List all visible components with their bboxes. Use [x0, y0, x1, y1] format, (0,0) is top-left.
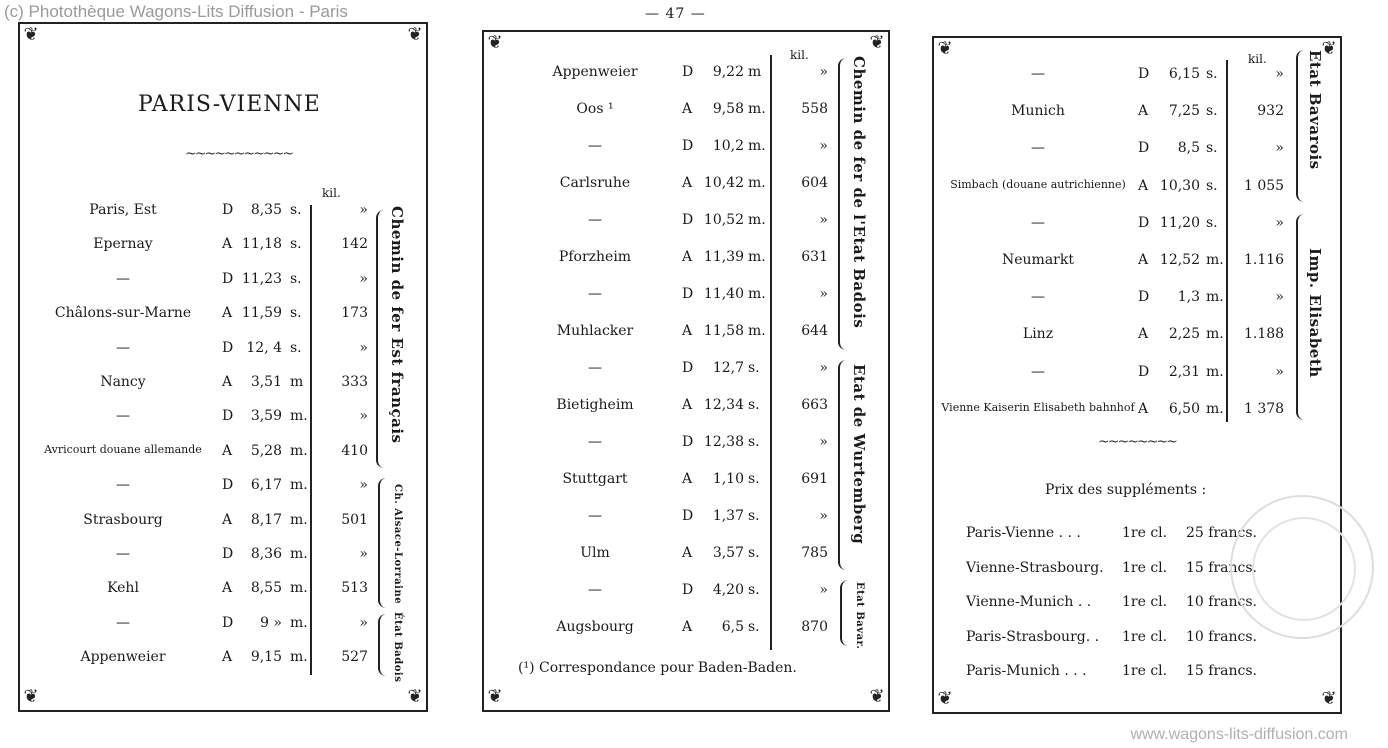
time-value: 6,15	[1168, 66, 1200, 82]
kilometre-value: »	[819, 434, 828, 450]
kilometre-value: 1 378	[1244, 400, 1285, 417]
arrival-departure-flag: D	[682, 360, 694, 376]
station-name: Augsbourg	[556, 619, 634, 635]
time-value: 9 »	[260, 614, 282, 631]
kilometre-value: »	[819, 360, 828, 376]
station-name: —	[588, 212, 602, 228]
time-value: 10,2	[712, 138, 744, 154]
time-value: 1,37	[712, 508, 744, 524]
time-value: 11,23	[241, 270, 282, 287]
time-value: 1,3	[1177, 289, 1200, 306]
kilometre-value: 513	[341, 580, 368, 597]
time-suffix: m.	[1206, 363, 1224, 380]
kilometre-value: 932	[1257, 103, 1284, 120]
kilometre-value: »	[819, 582, 828, 598]
time-value: 11,20	[1159, 214, 1200, 231]
km-header: kil.	[1248, 52, 1267, 66]
time-suffix: s.	[748, 360, 760, 376]
railway-brace	[838, 58, 850, 350]
time-suffix: m	[748, 64, 762, 80]
railway-label-badois: État Badois	[392, 612, 403, 683]
time-value: 11,58	[703, 323, 744, 339]
kilometre-value: »	[819, 286, 828, 302]
station-name: Stuttgart	[562, 471, 628, 487]
time-value: 11,39	[703, 249, 744, 265]
railway-label-bavarois: Etat Bavarois	[1306, 50, 1324, 170]
time-suffix: m.	[290, 408, 308, 425]
page-number-47: — 47 —	[645, 6, 706, 22]
time-value: 12,7	[712, 360, 744, 376]
time-suffix: s.	[748, 545, 760, 561]
arrival-departure-flag: A	[682, 249, 693, 265]
railway-brace	[838, 360, 850, 570]
corner-ornament-icon: ❦	[1321, 688, 1337, 709]
kilometre-value: »	[359, 270, 368, 287]
arrival-departure-flag: A	[222, 649, 233, 666]
arrival-departure-flag: A	[1138, 326, 1149, 343]
supplement-class: 1re cl.	[1122, 663, 1168, 679]
kilometre-value: 1.188	[1244, 326, 1285, 343]
time-suffix: s.	[1206, 140, 1218, 157]
time-value: 12, 4	[246, 339, 282, 356]
page-title: PARIS-VIENNE	[138, 92, 321, 117]
time-value: 9,15	[250, 649, 282, 666]
corner-ornament-icon: ❦	[23, 24, 39, 45]
time-value: 2,31	[1168, 363, 1200, 380]
arrival-departure-flag: D	[222, 546, 234, 562]
time-suffix: m.	[1206, 289, 1224, 306]
arrival-departure-flag: D	[1138, 363, 1150, 380]
corner-ornament-icon: ❦	[487, 32, 503, 53]
corner-ornament-icon: ❦	[407, 24, 423, 45]
arrival-departure-flag: A	[222, 442, 233, 459]
station-name: Epernay	[93, 236, 153, 253]
corner-ornament-icon: ❦	[1321, 38, 1337, 59]
arrival-departure-flag: D	[682, 212, 694, 228]
station-name: —	[588, 434, 602, 450]
wagons-lits-seal-inner	[1252, 517, 1356, 621]
station-name: Ulm	[580, 545, 610, 561]
time-value: 1,10	[712, 471, 744, 487]
time-suffix: m.	[290, 546, 308, 562]
kilometre-value: »	[1275, 289, 1284, 306]
time-value: 3,51	[250, 374, 282, 390]
corner-ornament-icon: ❦	[937, 688, 953, 709]
station-name: —	[1031, 363, 1045, 380]
time-suffix: s.	[290, 305, 302, 322]
station-name: Linz	[1022, 326, 1054, 343]
corner-ornament-icon: ❦	[407, 686, 423, 707]
supplement-price: 10 francs.	[1186, 628, 1257, 645]
kilometre-value: »	[359, 546, 368, 562]
station-name: Muhlacker	[556, 323, 634, 339]
kilometre-value: 333	[341, 374, 368, 390]
time-suffix: s.	[290, 202, 302, 218]
arrival-departure-flag: A	[1138, 252, 1149, 268]
station-name: —	[116, 270, 130, 287]
time-value: 12,34	[703, 397, 744, 413]
railway-label-elisabeth: Imp. Elisabeth	[1306, 248, 1324, 378]
time-value: 8,35	[250, 202, 282, 218]
arrival-departure-flag: A	[222, 374, 233, 390]
station-name: —	[588, 360, 602, 376]
time-value: 10,42	[703, 175, 744, 191]
station-name: —	[1031, 140, 1045, 157]
time-value: 11,59	[241, 305, 282, 322]
copyright-watermark: (c) Photothèque Wagons-Lits Diffusion - Paris	[4, 2, 348, 21]
footnote: (¹) Correspondance pour Baden-Baden.	[518, 660, 797, 676]
corner-ornament-icon: ❦	[869, 32, 885, 53]
time-value: 6,17	[250, 477, 282, 494]
supplement-route: Paris-Strasbourg. .	[966, 628, 1100, 645]
station-name: Pforzheim	[558, 249, 632, 265]
time-suffix: s.	[1206, 214, 1218, 231]
supplement-price: 15 francs.	[1186, 559, 1257, 576]
time-suffix: s.	[748, 397, 760, 413]
station-name: —	[116, 546, 130, 562]
supplement-price: 25 francs.	[1186, 525, 1257, 541]
station-name: —	[588, 138, 602, 154]
time-value: 8,55	[250, 580, 282, 597]
kilometre-value: »	[819, 508, 828, 524]
time-value: 7,25	[1168, 103, 1200, 120]
railway-label-est: Chemin de fer Est français	[388, 206, 406, 444]
arrival-departure-flag: D	[1138, 214, 1150, 231]
kilometre-value: 663	[801, 397, 828, 413]
kilometre-value: 501	[341, 511, 368, 528]
time-suffix: m.	[290, 477, 308, 494]
station-name: —	[116, 339, 130, 356]
arrival-departure-flag: A	[1138, 400, 1149, 417]
railway-brace	[378, 614, 390, 676]
time-value: 6,5	[721, 619, 744, 635]
arrival-departure-flag: D	[1138, 140, 1150, 157]
arrival-departure-flag: A	[222, 511, 233, 528]
corner-ornament-icon: ❦	[937, 38, 953, 59]
arrival-departure-flag: D	[1138, 66, 1150, 82]
time-value: 2,25	[1168, 326, 1200, 343]
time-suffix: m.	[748, 101, 766, 117]
kilometre-value: 785	[801, 545, 828, 561]
railway-label-alsace: Ch. Alsace-Lorraine	[392, 484, 403, 605]
page-46-panel	[18, 22, 428, 712]
station-name: Kehl	[107, 580, 139, 597]
supplement-class: 1re cl.	[1122, 628, 1168, 645]
kilometre-value: 631	[801, 249, 828, 265]
time-value: 12,38	[703, 434, 744, 450]
kilometre-value: »	[359, 408, 368, 425]
station-name: —	[588, 582, 602, 598]
kilometre-value: 1.116	[1244, 252, 1285, 268]
arrival-departure-flag: D	[682, 582, 694, 598]
kilometre-value: »	[1275, 140, 1284, 157]
railway-label-wurtemberg: Etat de Wurtemberg	[850, 364, 868, 545]
kilometre-value: 558	[801, 101, 828, 117]
supplement-class: 1re cl.	[1122, 559, 1168, 576]
railway-brace	[840, 580, 852, 646]
time-suffix: m.	[290, 614, 308, 631]
arrival-departure-flag: D	[682, 508, 694, 524]
time-suffix: m.	[748, 138, 766, 154]
kilometre-value: »	[359, 477, 368, 494]
time-suffix: m.	[1206, 400, 1224, 417]
railway-brace	[378, 478, 390, 608]
kilometre-value: 604	[801, 175, 828, 191]
time-value: 11,40	[703, 286, 744, 302]
station-name: —	[1031, 289, 1045, 306]
time-suffix: m.	[290, 442, 308, 459]
time-value: 9,58	[712, 101, 744, 117]
time-value: 10,52	[703, 212, 744, 228]
kilometre-value: »	[1275, 66, 1284, 82]
kilometre-value: »	[1275, 214, 1284, 231]
station-name: Carlsruhe	[559, 175, 631, 191]
time-value: 3,57	[712, 545, 744, 561]
arrival-departure-flag: A	[682, 471, 693, 487]
time-suffix: s.	[748, 471, 760, 487]
km-header: kil.	[790, 48, 809, 62]
corner-ornament-icon: ❦	[869, 686, 885, 707]
time-value: 11,18	[241, 236, 282, 253]
station-name: Appenweier	[552, 64, 638, 80]
section-divider: ~~~~~~~~	[1098, 434, 1176, 450]
kilometre-value: 870	[801, 619, 828, 635]
kilometre-value: »	[359, 339, 368, 356]
station-name: —	[588, 286, 602, 302]
time-suffix: s.	[290, 339, 302, 356]
time-suffix: s.	[748, 434, 760, 450]
time-value: 3,59	[250, 408, 282, 425]
station-name: Simbach (douane autrichienne)	[950, 177, 1126, 191]
supplement-class: 1re cl.	[1122, 594, 1168, 610]
time-suffix: m.	[1206, 252, 1224, 268]
station-name: Bietigheim	[556, 397, 634, 413]
time-value: 6,50	[1168, 400, 1200, 417]
station-name: —	[588, 508, 602, 524]
kilometre-value: 410	[341, 442, 368, 459]
supplement-route: Paris-Vienne . . .	[966, 525, 1081, 541]
corner-ornament-icon: ❦	[487, 686, 503, 707]
time-value: 8,17	[250, 511, 282, 528]
arrival-departure-flag: D	[1138, 289, 1150, 306]
time-suffix: s.	[1206, 103, 1218, 120]
time-suffix: s.	[1206, 177, 1218, 194]
station-name: —	[1031, 66, 1045, 82]
kilometre-value: 644	[801, 323, 828, 339]
supplement-price: 10 francs.	[1186, 594, 1257, 610]
arrival-departure-flag: D	[682, 286, 694, 302]
time-suffix: s.	[290, 236, 302, 253]
arrival-departure-flag: D	[222, 477, 234, 494]
station-name: Paris, Est	[89, 202, 157, 218]
time-suffix: m.	[290, 511, 308, 528]
arrival-departure-flag: A	[222, 305, 233, 322]
arrival-departure-flag: D	[222, 614, 234, 631]
arrival-departure-flag: D	[222, 339, 234, 356]
kilometre-value: »	[1275, 363, 1284, 380]
kilometre-value: 142	[341, 236, 368, 253]
arrival-departure-flag: A	[1138, 177, 1149, 194]
time-value: 8,5	[1177, 140, 1200, 157]
station-name: Avricourt douane allemande	[44, 442, 202, 456]
time-suffix: m.	[748, 175, 766, 191]
supplement-route: Paris-Munich . . .	[966, 663, 1087, 679]
arrival-departure-flag: A	[682, 545, 693, 561]
time-suffix: m.	[290, 649, 308, 666]
arrival-departure-flag: A	[222, 580, 233, 597]
time-suffix: m.	[748, 323, 766, 339]
kilometre-value: 173	[341, 305, 368, 322]
arrival-departure-flag: A	[222, 236, 233, 253]
arrival-departure-flag: A	[1138, 103, 1149, 120]
arrival-departure-flag: D	[222, 202, 234, 218]
arrival-departure-flag: D	[682, 434, 694, 450]
time-suffix: s.	[748, 582, 760, 598]
title-divider: ~~~~~~~~~~~	[185, 146, 293, 162]
time-value: 9,22	[712, 64, 744, 80]
station-name: Neumarkt	[1002, 252, 1074, 268]
arrival-departure-flag: A	[682, 619, 693, 635]
time-value: 4,20	[712, 582, 744, 598]
railway-label-bavar: Etat Bavar.	[854, 582, 865, 650]
website-watermark: www.wagons-lits-diffusion.com	[1130, 726, 1348, 743]
kilometre-value: »	[819, 212, 828, 228]
km-header: kil.	[322, 186, 341, 200]
station-name: Appenweier	[80, 649, 166, 666]
station-name: —	[116, 408, 130, 425]
station-name: Nancy	[100, 374, 146, 390]
railway-label-badois: Chemin de fer de l'Etat Badois	[850, 56, 868, 329]
station-name: Vienne Kaiserin Elisabeth bahnhof	[941, 400, 1135, 414]
supplement-class: 1re cl.	[1122, 525, 1168, 541]
kilometre-value: »	[359, 202, 368, 218]
station-name: —	[1031, 214, 1045, 231]
time-suffix: s.	[748, 619, 760, 635]
time-suffix: m.	[748, 286, 766, 302]
station-name: —	[116, 477, 130, 494]
corner-ornament-icon: ❦	[23, 686, 39, 707]
supplement-route: Vienne-Munich . .	[966, 594, 1092, 610]
arrival-departure-flag: D	[222, 270, 234, 287]
arrival-departure-flag: D	[682, 64, 694, 80]
column-divider	[770, 55, 772, 650]
time-suffix: m.	[748, 212, 766, 228]
time-suffix: m.	[1206, 326, 1224, 343]
time-suffix: m.	[290, 580, 308, 597]
kilometre-value: »	[819, 64, 828, 80]
kilometre-value: »	[819, 138, 828, 154]
kilometre-value: 691	[801, 471, 828, 487]
time-value: 5,28	[250, 442, 282, 459]
time-value: 8,36	[250, 546, 282, 562]
station-name: Munich	[1011, 103, 1065, 120]
arrival-departure-flag: A	[682, 101, 693, 117]
station-name: Strasbourg	[83, 511, 163, 528]
time-suffix: m.	[748, 249, 766, 265]
station-name: Oos ¹	[576, 101, 614, 117]
kilometre-value: 1 055	[1244, 177, 1285, 194]
supplements-title: Prix des suppléments :	[1045, 482, 1207, 498]
supplement-price: 15 francs.	[1186, 663, 1257, 679]
time-suffix: m	[290, 374, 304, 390]
time-suffix: s.	[1206, 66, 1218, 82]
time-suffix: s.	[290, 270, 302, 287]
supplement-route: Vienne-Strasbourg.	[966, 559, 1104, 576]
station-name: Châlons-sur-Marne	[54, 305, 192, 322]
railway-brace	[376, 210, 388, 468]
time-value: 12,52	[1159, 252, 1200, 268]
kilometre-value: 527	[341, 649, 368, 666]
arrival-departure-flag: D	[682, 138, 694, 154]
time-value: 10,30	[1159, 177, 1200, 194]
time-suffix: s.	[748, 508, 760, 524]
station-name: —	[116, 614, 130, 631]
column-divider	[310, 205, 312, 675]
arrival-departure-flag: A	[682, 323, 693, 339]
arrival-departure-flag: D	[222, 408, 234, 425]
kilometre-value: »	[359, 614, 368, 631]
arrival-departure-flag: A	[682, 175, 693, 191]
column-divider	[1226, 60, 1228, 422]
arrival-departure-flag: A	[682, 397, 693, 413]
